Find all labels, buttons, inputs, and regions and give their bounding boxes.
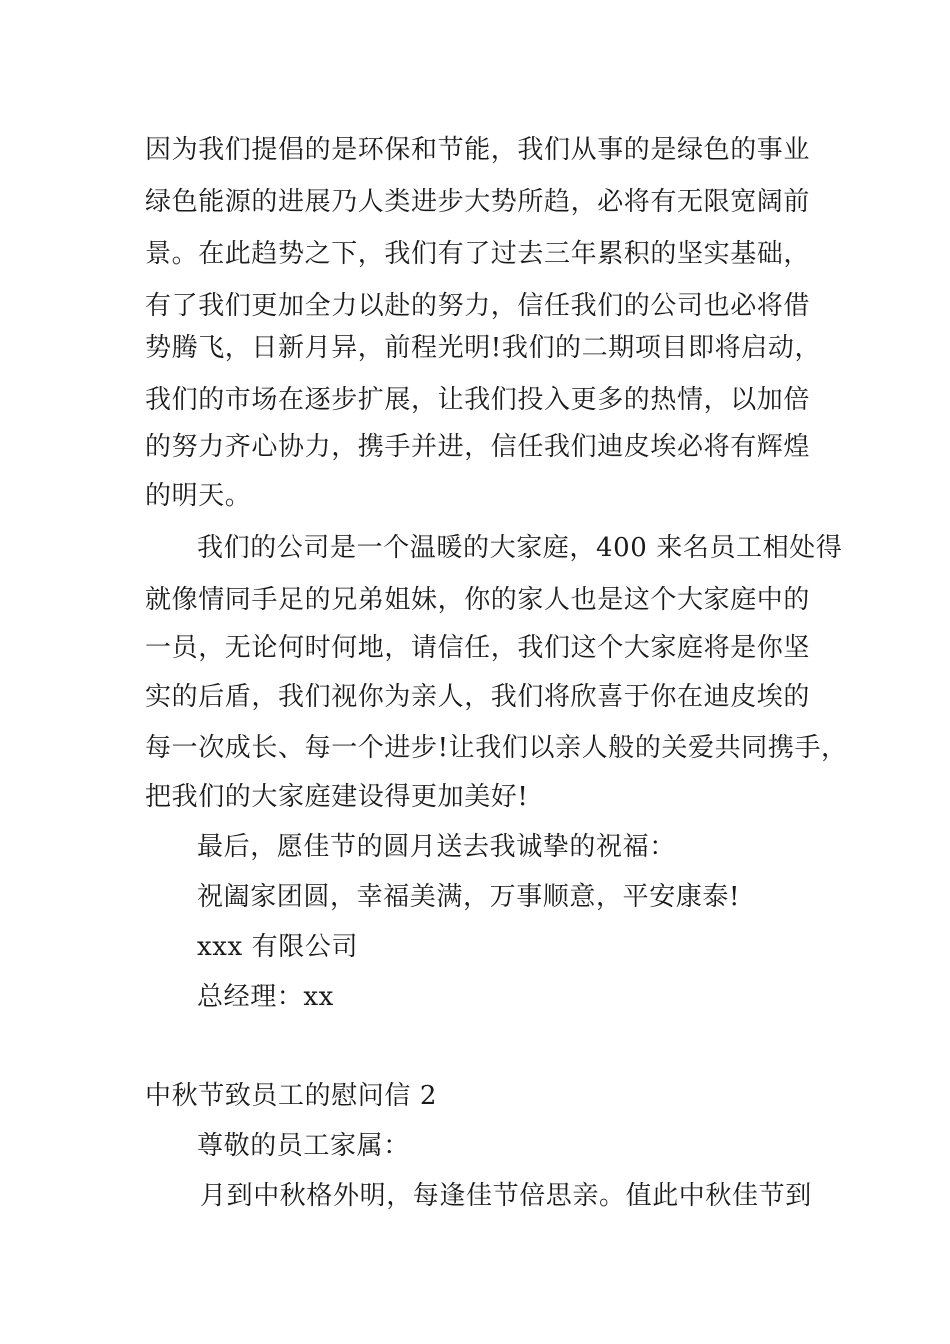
- letter-2-salutation: 尊敬的员工家属：: [197, 1131, 410, 1161]
- paragraph-line: 绿色能源的进展乃人类进步大势所趋，必将有无限宽阔前: [145, 187, 811, 217]
- paragraph-line: 势腾飞，日新月异，前程光明!我们的二期项目即将启动，: [145, 333, 822, 363]
- paragraph-line: 的努力齐心协力，携手并进，信任我们迪皮埃必将有辉煌: [145, 432, 811, 462]
- paragraph-line: 有了我们更加全力以赴的努力，信任我们的公司也必将借: [145, 291, 811, 321]
- closing-wish: 最后，愿佳节的圆月送去我诚挚的祝福：: [197, 832, 676, 862]
- letter-2-title: 中秋节致员工的慰问信 2: [145, 1081, 438, 1111]
- company-name: xxx 有限公司: [197, 932, 359, 962]
- paragraph-line: 因为我们提倡的是环保和节能，我们从事的是绿色的事业: [145, 135, 811, 165]
- signature: 总经理：xx: [197, 982, 334, 1012]
- paragraph-line: 每一次成长、每一个进步!让我们以亲人般的关爱共同携手，: [145, 733, 848, 763]
- paragraph-line: 实的后盾，我们视你为亲人，我们将欣喜于你在迪皮埃的: [145, 682, 811, 712]
- paragraph-line: 我们的公司是一个温暖的大家庭，400 来名员工相处得: [197, 533, 843, 563]
- paragraph-line: 我们的市场在逐步扩展，让我们投入更多的热情，以加倍: [145, 385, 811, 415]
- blessing: 祝阖家团圆，幸福美满，万事顺意，平安康泰!: [197, 882, 741, 912]
- paragraph-line: 就像情同手足的兄弟姐妹，你的家人也是这个大家庭中的: [145, 585, 811, 615]
- paragraph-line: 的明天。: [145, 481, 252, 511]
- paragraph-line: 把我们的大家庭建设得更加美好!: [145, 782, 529, 812]
- letter-2-opening: 月到中秋格外明，每逢佳节倍思亲。值此中秋佳节到: [200, 1181, 812, 1211]
- paragraph-line: 一员，无论何时何地，请信任，我们这个大家庭将是你坚: [145, 633, 811, 663]
- paragraph-line: 景。在此趋势之下，我们有了过去三年累积的坚实基础，: [145, 239, 811, 269]
